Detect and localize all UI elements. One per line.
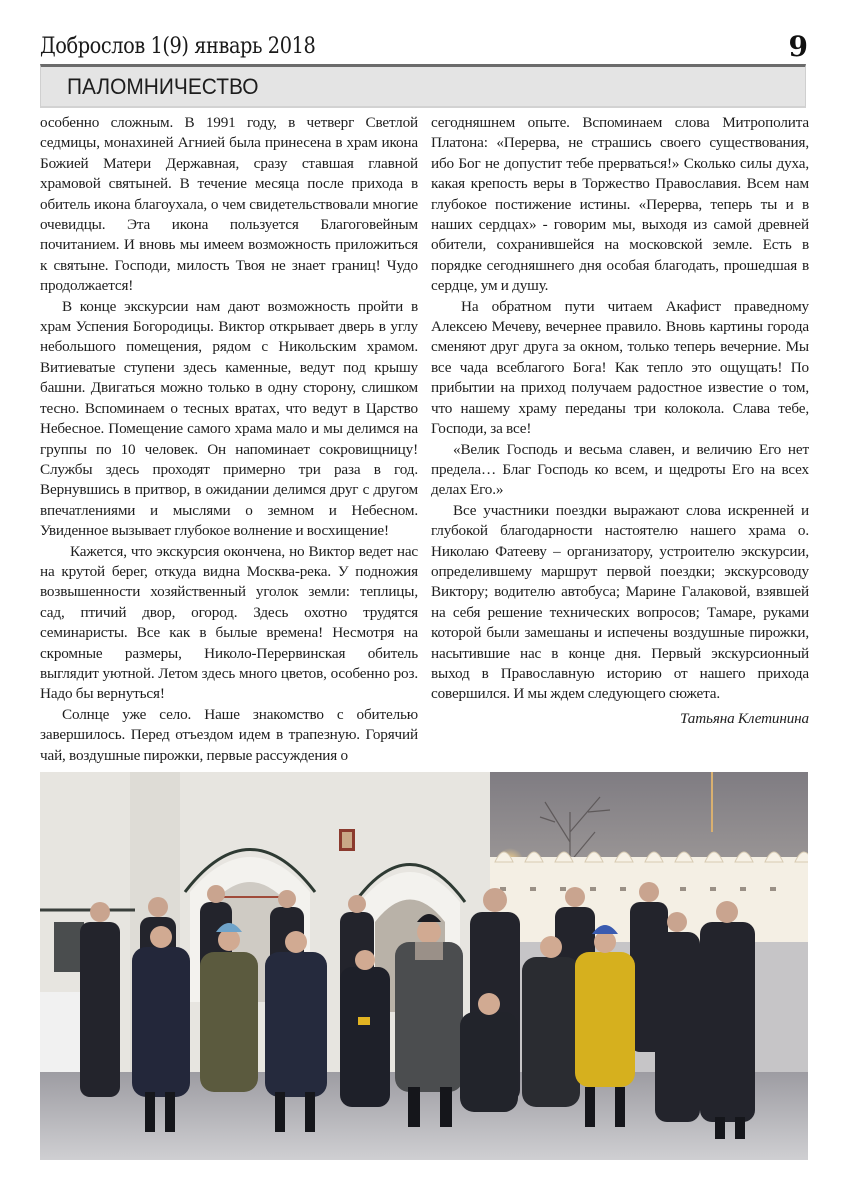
face [639, 882, 659, 902]
leg [275, 1092, 285, 1132]
paragraph: Все участники поездки выражают слова искренней и глубокой благодарности настоятелю нашего храма о. Николаю Фатееву – организатору, устроителю экскурсии, определившему маршрут первой поездки; экскурсоводу Виктору; водителю автобуса; Марине Галаковой, взявшей на себя решение технических вопросов; Тамаре, руками которой были замешаны и испечены воздушные пирожки, насытившие нас в конце дня. Первый экскурсионный выход в Православную историю от нашего прихода совершился. И мы ждем следующего сюжета. [431, 501, 809, 703]
face [483, 888, 507, 912]
person [80, 922, 120, 1097]
person-boy [340, 967, 390, 1107]
yellow-mitten [358, 1017, 370, 1025]
face [667, 912, 687, 932]
person-olive-coat [200, 952, 258, 1092]
leg [715, 1117, 725, 1139]
face [716, 901, 738, 923]
face [207, 885, 225, 903]
face [150, 926, 172, 948]
window [54, 922, 84, 972]
face [540, 936, 562, 958]
face [148, 897, 168, 917]
leg [615, 1087, 625, 1127]
rubric-title: ПАЛОМНИЧЕСТВО [67, 74, 259, 99]
face [417, 920, 441, 944]
section-rubric [40, 64, 806, 108]
quote-paragraph: «Велик Господь и весьма славен, и величию Его нет предела… Благ Господь ко всем, и щедроты Его на всех делах Его.» [431, 440, 809, 499]
masthead [40, 30, 808, 64]
person-priest-grey-coat [395, 942, 463, 1092]
page-number: 9 [788, 30, 808, 63]
person-dark-coat [522, 957, 580, 1107]
leg [735, 1117, 745, 1139]
leg [440, 1087, 452, 1127]
paragraph: особенно сложным. В 1991 году, в четверг Светлой седмицы, монахиней Агнией была принесена в храм икона Божией Матери Державная, сразу ставшая главной храмовой святыней. В течение месяца после прихода в обитель икона благоухала, о чем свидетельствовали многие очевидцы. Эта икона пользуется Благоговейным почитанием. И вновь мы имеем возможность приложиться к святыне. Господи, милость Твоя не знает границ! Чудо продолжается! [40, 114, 418, 295]
face [278, 890, 296, 908]
icon-image [342, 832, 352, 848]
person [655, 932, 700, 1122]
face [348, 895, 366, 913]
paragraph: сегодняшнем опыте. Вспоминаем слова Митрополита Платона: «Перерва, не страшись своего существования, ибо Бог не допустит тебе прерваться!» Сколько силы духа, какая крепость веры в Торжество Православия. Всем нам глубокое постижение истины. «Перерва, теперь ты и в наших сердцах» - говорим мы, выходя из самой древней обители, сохранившейся на московской земле. Есть в порядке сегодняшнего дня особая благодать, прошедшая в сердце, ум и душу. [431, 114, 809, 295]
face [594, 931, 616, 953]
face [285, 931, 307, 953]
leg [585, 1087, 595, 1127]
face [90, 902, 110, 922]
article-column-right [431, 113, 809, 729]
leg [145, 1092, 155, 1132]
priest-beard [415, 942, 443, 960]
leg [408, 1087, 420, 1127]
author-signature: Татьяна Клетинина [680, 709, 809, 727]
person [700, 922, 755, 1122]
leg [165, 1092, 175, 1132]
person-navy-coat [265, 952, 327, 1097]
paragraph: На обратном пути читаем Акафист праведному Алексею Мечеву, вечернее правило. Вновь картины города сменяют друг друга за окном, только теперь вечерние. Мы все чада всеблагого Бога! Как тепло это ощущать! По прибытии на приход получаем радостное известие о том, что нашему храму переданы три колокола. Слава тебе, Господи, за все! [431, 297, 809, 438]
paragraph: Кажется, что экскурсия окончена, но Виктор ведет нас на крутой берег, откуда видна Москва-река. У подножия возвышенности хозяйственный уголок земли: теплицы, сад, птичий двор, огород. Здесь охотно трудятся семинаристы. Все как в былые времена! Несмотря на скромные размеры, Николо-Перервинская обитель выглядит уютной. Летом здесь много цветов, особенно роз. Надо бы вернуться! [40, 542, 418, 703]
leg [305, 1092, 315, 1132]
face [218, 929, 240, 951]
person-yellow-coat [575, 952, 635, 1087]
paragraph: Солнце уже село. Наше знакомство с обителью завершилось. Перед отъездом идем в трапезную. Горячий чай, воздушные пирожки, первые рассуждения о [40, 705, 418, 764]
face [565, 887, 585, 907]
newspaper-title: Доброслов 1(9) январь 2018 [40, 34, 316, 59]
face [478, 993, 500, 1015]
group-photo-illustration [40, 772, 808, 1160]
person-dark-coat [132, 947, 190, 1097]
paragraph: В конце экскурсии нам дают возможность пройти в храм Успения Богородицы. Виктор открывает дверь в углу небольшого помещения, рядом с Никольским храмом. Витиеватые ступени здесь каменные, ведут под крышу башни. Двигаться можно только в одну сторону, слишком тесно. Вспоминаем о тесных вратах, что ведут в Царство Небесное. Помещение самого храма мало и мы делимся на группы по 10 человек. Он напоминает сокровищницу! Службы здесь проходят примерно три раза в год. Вернувшись в притвор, в ожидании делимся друг с другом впечатлениями и мыслями о земном и Небесном. Увиденное вызывает глубокое волнение и восхищение! [40, 297, 418, 540]
face [355, 950, 375, 970]
group-photo [40, 772, 808, 1160]
article-column-left [40, 113, 418, 766]
person-kneeling [460, 1012, 518, 1112]
